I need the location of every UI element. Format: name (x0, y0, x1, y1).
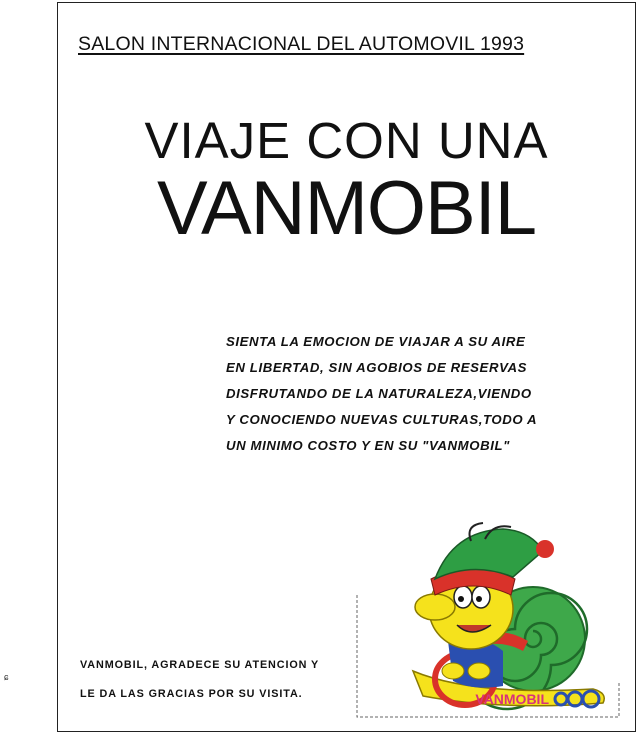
headline-line-1: VIAJE CON UNA (144, 112, 549, 169)
promo-line: EN LIBERTAD, SIN AGOBIOS DE RESERVAS (226, 360, 528, 375)
promo-line: SIENTA LA EMOCION DE VIAJAR A SU AIRE (226, 334, 526, 349)
flyer-page (57, 2, 636, 732)
snail-mascot-icon (353, 521, 625, 721)
scan-edge-mark: ɕ (4, 672, 9, 682)
closing-note (80, 651, 319, 709)
headline-line-2: VANMOBIL (156, 166, 537, 251)
promo-line: DISFRUTANDO DE LA NATURALEZA,VIENDO (226, 386, 532, 401)
promo-line: UN MINIMO COSTO Y EN SU "VANMOBIL" (226, 438, 510, 453)
promo-paragraph (226, 329, 586, 459)
closing-line: VANMOBIL, AGRADECE SU ATENCION Y (80, 659, 320, 671)
logo-brand-text: VANMOBIL (475, 691, 549, 707)
event-header: SALON INTERNACIONAL DEL AUTOMOVIL 1993 (78, 33, 525, 55)
closing-line: LE DA LAS GRACIAS POR SU VISITA. (80, 688, 303, 700)
promo-line: Y CONOCIENDO NUEVAS CULTURAS,TODO A (226, 412, 538, 427)
